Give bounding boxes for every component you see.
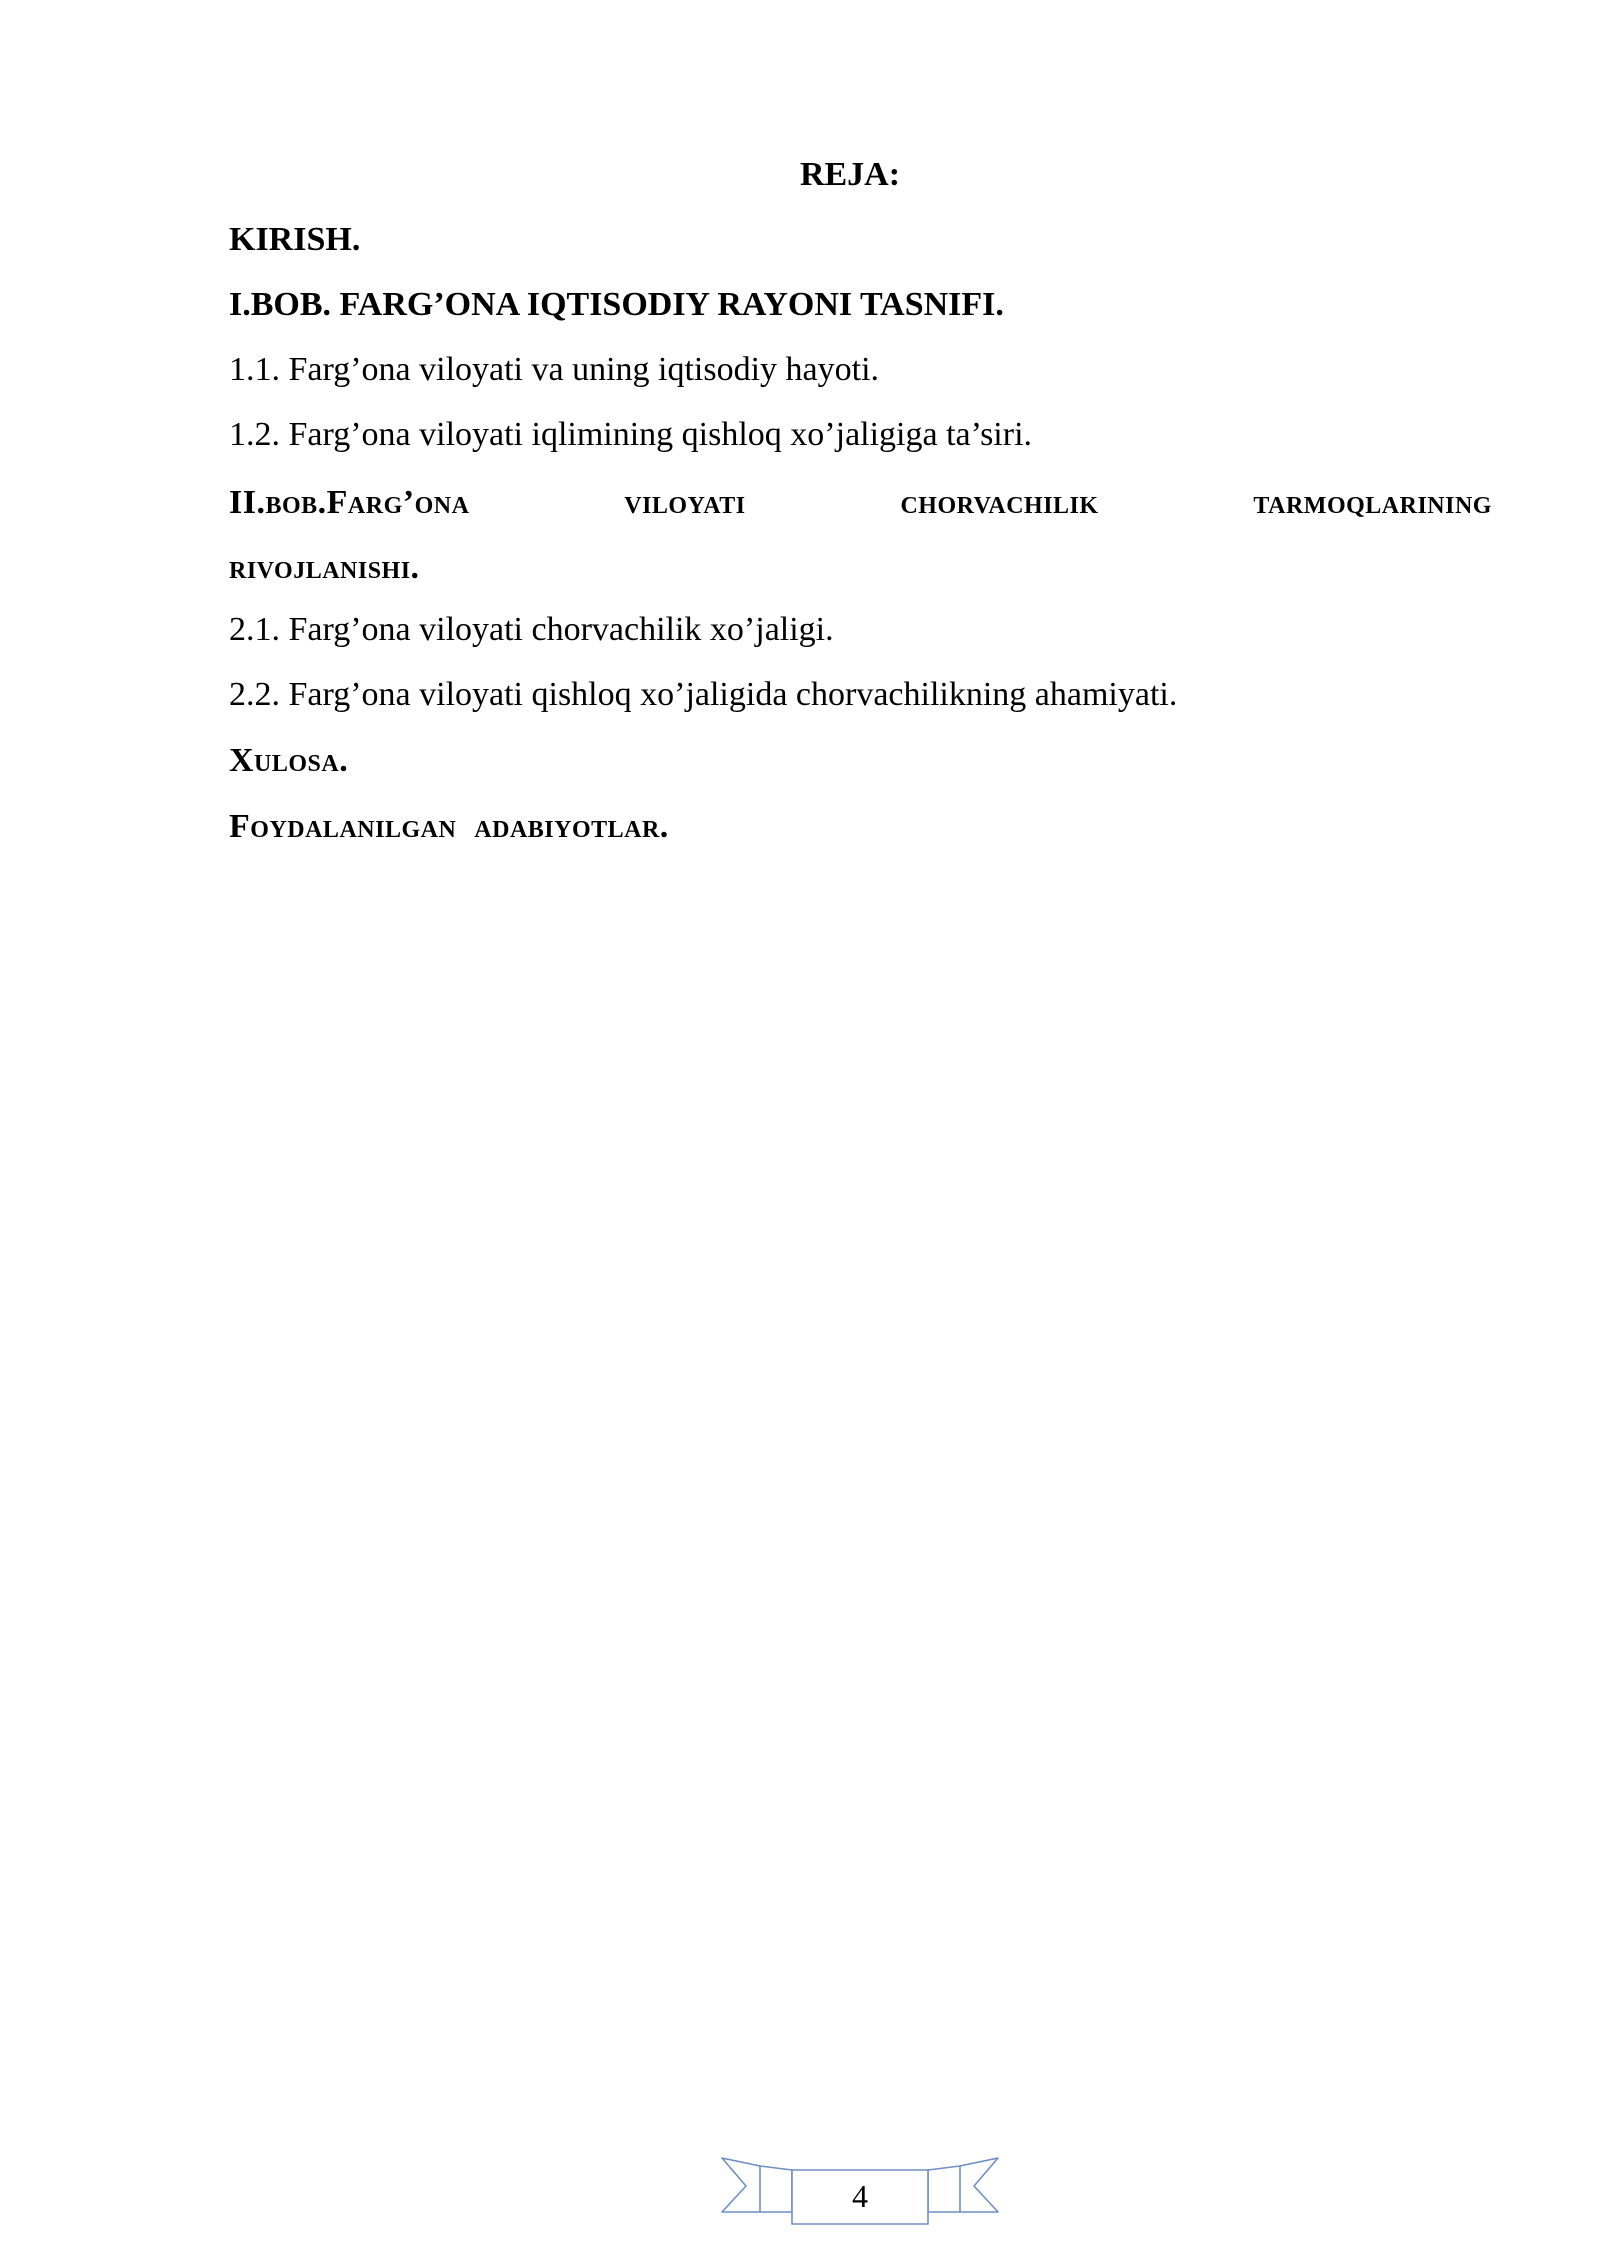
toc-chapter-2-word-1: II.bob.Farg’ona xyxy=(229,484,470,521)
toc-chapter-1: I.BOB. FARG’ONA IQTISODIY RAYONI TASNIFI. xyxy=(229,286,1004,323)
toc-intro: KIRISH. xyxy=(229,221,361,258)
toc-section-2-1: 2.1. Farg’ona viloyati chorvachilik xo’jaligi. xyxy=(229,611,834,648)
toc-chapter-2-word-2: viloyati xyxy=(624,484,746,521)
toc-chapter-2-word-4: tarmoqlarining xyxy=(1253,484,1492,521)
toc-conclusion: Xulosa. xyxy=(229,742,349,779)
toc-chapter-2-line-1 xyxy=(229,486,1492,520)
page-number: 4 xyxy=(852,2178,868,2214)
toc-chapter-2-word-3: chorvachilik xyxy=(900,484,1099,521)
toc-references: Foydalanilgan adabiyotlar. xyxy=(229,808,669,845)
toc-section-1-2: 1.2. Farg’ona viloyati iqlimining qishloq xo’jaligiga ta’siri. xyxy=(229,416,1033,453)
toc-section-2-2: 2.2. Farg’ona viloyati qishloq xo’jaligida chorvachilikning ahamiyati. xyxy=(229,676,1178,713)
toc-chapter-2-line-2: rivojlanishi. xyxy=(229,549,420,586)
page-footer xyxy=(720,2150,1000,2230)
page-title: REJA: xyxy=(799,156,901,193)
toc-section-1-1: 1.1. Farg’ona viloyati va uning iqtisodiy hayoti. xyxy=(229,351,880,388)
